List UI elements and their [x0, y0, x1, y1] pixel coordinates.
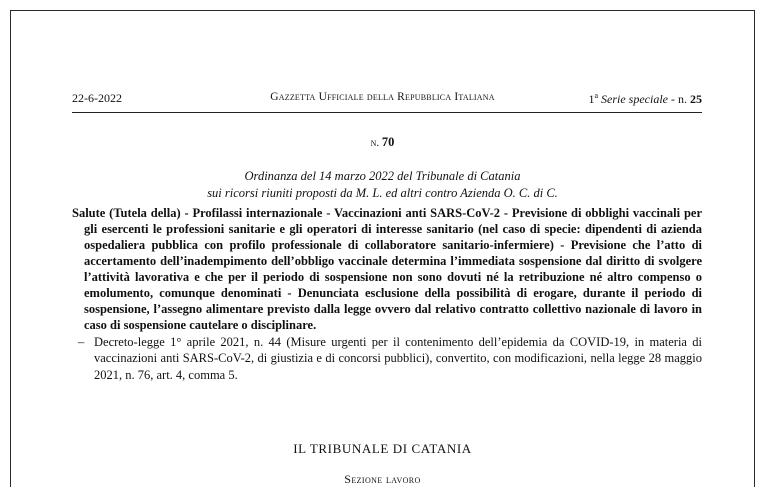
ordinance-line-2: sui ricorsi riuniti proposti da M. L. ed altri contro Azienda O. C. di C.: [207, 186, 558, 200]
summary-paragraph: Salute (Tutela della) - Profilassi internazionale - Vaccinazioni anti SARS-CoV-2 - Previsione di obblighi vaccinali per gli esercenti le professioni sanitarie e gli operatori di interesse sanitario (nel caso di specie: dipendenti di azienda ospedaliera pubblica con profilo professionale di collaboratore sanitario-infermiere) - Previsione che l’atto di accertamento dell’inadempimento dell’obbligo vaccinale determina l’immediata sospensione dal diritto di svolgere l’attività lavorativa e che per il periodo di sospensione non sono dovuti né la retribuzione né altro compenso o emolumento, comunque denominati - Denunciata esclusione della possibilità di erogare, durante il periodo di sospensione, l’assegno alimentare previsto dalla legge ovvero dal relativo contratto collettivo nazionale di lavoro in caso di sospensione cautelare o disciplinare.: [72, 206, 702, 332]
series-sep: - n.: [668, 92, 690, 106]
ordinance-heading: [11, 168, 754, 202]
legal-reference: [72, 334, 702, 383]
reference-text: Decreto-legge 1° aprile 2021, n. 44 (Misure urgenti per il contenimento dell’epidemia da COVID-19, in materia di vaccinazioni anti SARS-CoV-2, di giustizia e di concorsi pubblici), convertito, con modificazioni, nella legge 28 maggio 2021, n. 76, art. 4, comma 5.: [94, 335, 702, 382]
act-number-prefix: n.: [370, 137, 382, 149]
act-number: [11, 135, 754, 150]
header-date: 22-6-2022: [72, 91, 122, 105]
series-label: Serie speciale: [598, 92, 668, 106]
section-title: Sezione lavoro: [344, 472, 421, 486]
ordinance-line-1: Ordinanza del 14 marzo 2022 del Tribunale di Catania: [244, 169, 521, 183]
act-number-value: 70: [381, 135, 395, 149]
header-series: [588, 91, 702, 107]
header-rule: [72, 112, 702, 113]
series-sup: a: [594, 91, 599, 100]
gazette-page: [10, 10, 755, 487]
reference-dash: –: [78, 335, 85, 349]
series-number-prefix: 1: [588, 92, 595, 106]
series-number: 25: [690, 92, 702, 106]
header-title: Gazzetta Ufficiale della Repubblica Italiana: [270, 91, 495, 103]
court-title: IL TRIBUNALE DI CATANIA: [293, 441, 472, 456]
